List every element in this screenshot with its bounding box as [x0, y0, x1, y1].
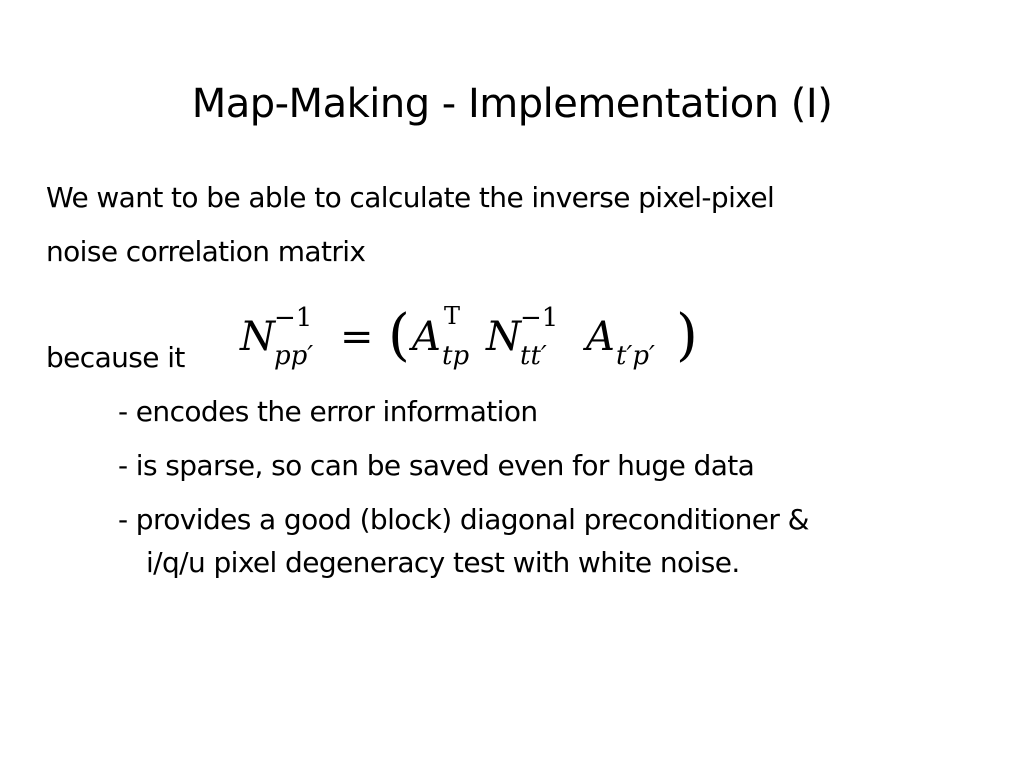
formula-n-symbol: N [486, 314, 521, 360]
formula-a-transpose [408, 302, 469, 371]
bullet-item-3: - provides a good (block) diagonal preconditioner & [118, 503, 809, 536]
formula-a1-symbol: A [412, 314, 441, 360]
slide-title: Map-Making - Implementation (I) [191, 81, 833, 127]
formula-a2-symbol: A [586, 314, 615, 360]
formula-lhs-symbol: N [240, 314, 275, 360]
formula-a1-superscript: T [444, 302, 461, 330]
formula-lhs-subscript: pp′ [274, 341, 314, 371]
formula-n-superscript: −1 [520, 303, 559, 333]
bullet-item-2: - is sparse, so can be saved even for huge data [118, 449, 755, 482]
formula-n-subscript: tt′ [520, 341, 547, 371]
formula-inverse-noise [485, 303, 558, 371]
bullet-item-3-continuation: i/q/u pixel degeneracy test with white noise. [146, 546, 740, 579]
formula-a1-subscript: tp [442, 341, 470, 371]
formula-a2-subscript: t′p′ [616, 341, 655, 371]
formula-a-matrix [582, 314, 655, 371]
formula-open-paren: ( [388, 303, 410, 368]
formula-close-paren: ) [676, 303, 698, 368]
intro-text-line-1: We want to be able to calculate the inverse pixel-pixel [46, 181, 775, 214]
because-label: because it [46, 341, 185, 374]
formula-equals: = [340, 314, 374, 360]
bullet-item-1: - encodes the error information [118, 395, 538, 428]
formula-lhs [239, 303, 313, 371]
formula-lhs-superscript: −1 [274, 303, 313, 333]
intro-text-line-2: noise correlation matrix [46, 235, 366, 268]
noise-matrix-formula [236, 300, 706, 380]
